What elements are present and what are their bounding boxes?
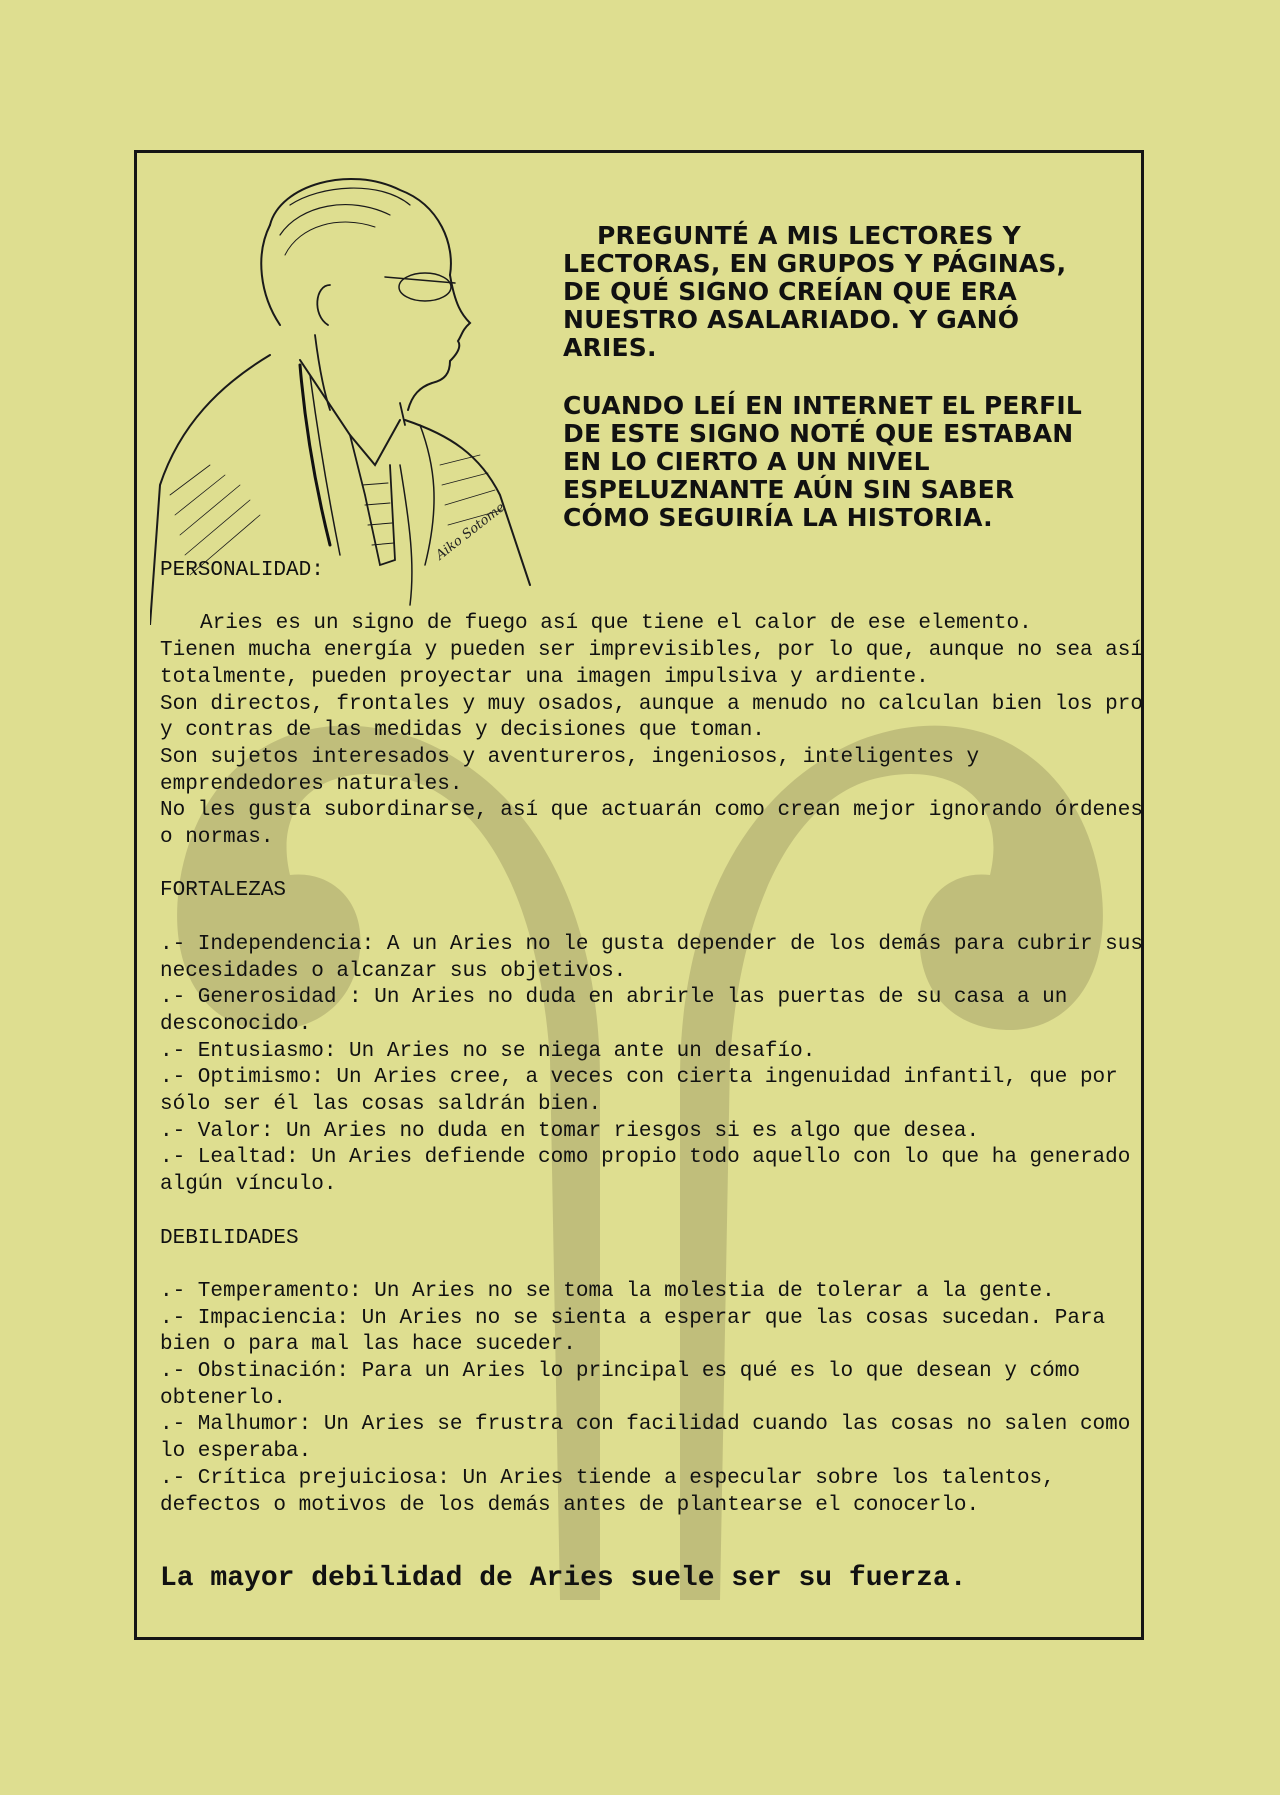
fortaleza-item: .- Valor: Un Aries no duda en tomar riesgos si es algo que desea.: [160, 1119, 980, 1143]
debilidad-item: .- Crítica prejuiciosa: Un Aries tiende a especular sobre los talentos, defectos o motivos de los demás antes de plantearse el conocerlo.: [160, 1466, 1055, 1517]
personalidad-line: Son directos, frontales y muy osados, aunque a menudo no calculan bien los pro y contras de las medidas y decisiones que toman.: [160, 692, 1143, 743]
debilidad-item: .- Malhumor: Un Aries se frustra con facilidad cuando las cosas no salen como lo esperaba.: [160, 1413, 1131, 1464]
personalidad-line: Son sujetos interesados y aventureros, ingeniosos, inteligentes y emprendedores naturales.: [160, 745, 980, 796]
intro-paragraph-1: PREGUNTÉ A MIS LECTORES Y LECTORAS, EN GRUPOS Y PÁGINAS, DE QUÉ SIGNO CREÍAN QUE ERA NUESTRO ASALARIADO. Y GANÓ ARIES.: [563, 221, 1067, 362]
fortaleza-item: .- Entusiasmo: Un Aries no se niega ante un desafío.: [160, 1039, 816, 1063]
heading-personalidad: PERSONALIDAD:: [160, 559, 324, 582]
man-in-suit-sketch: [150, 165, 610, 625]
fortaleza-item: .- Generosidad : Un Aries no duda en abrirle las puertas de su casa a un desconocido.: [160, 986, 1068, 1036]
profile-content: [160, 558, 1150, 1519]
personalidad-line: Aries es un signo de fuego así que tiene el calor de ese elemento.: [200, 612, 1032, 636]
closing-statement: La mayor debilidad de Aries suele ser su fuerza.: [160, 1563, 967, 1594]
fortaleza-item: .- Independencia: A un Aries no le gusta depender de los demás para cubrir sus necesidades o alcanzar sus objetivos.: [160, 932, 1143, 983]
personalidad-line: No les gusta subordinarse, así que actuarán como crean mejor ignorando órdenes o normas.: [160, 799, 1143, 850]
debilidad-item: .- Obstinación: Para un Aries lo principal es qué es lo que desean y cómo obtenerlo.: [160, 1360, 1080, 1410]
intro-paragraph-2: CUANDO LEÍ EN INTERNET EL PERFIL DE ESTE SIGNO NOTÉ QUE ESTABAN EN LO CIERTO A UN NIVEL ESPELUZNANTE AÚN SIN SABER CÓMO SEGUIRÍA LA HISTORIA.: [563, 391, 1083, 532]
heading-debilidades: DEBILIDADES: [160, 1226, 299, 1250]
artist-signature: Aiko Sotome: [433, 500, 509, 564]
heading-fortalezas: FORTALEZAS: [160, 879, 287, 903]
fortaleza-item: .- Optimismo: Un Aries cree, a veces con cierta ingenuidad infantil, que por sólo ser él las cosas saldrán bien.: [160, 1066, 1118, 1117]
debilidad-item: .- Temperamento: Un Aries no se toma la molestia de tolerar a la gente.: [160, 1279, 1055, 1303]
intro-text: [563, 222, 1103, 532]
personalidad-line: Tienen mucha energía y pueden ser imprevisibles, por lo que, aunque no sea así totalmente, pueden proyectar una imagen impulsiva y ardiente.: [160, 639, 1143, 689]
fortaleza-item: .- Lealtad: Un Aries defiende como propio todo aquello con lo que ha generado algún vínculo.: [160, 1146, 1131, 1197]
debilidad-item: .- Impaciencia: Un Aries no se sienta a esperar que las cosas sucedan. Para bien o para mal las hace suceder.: [160, 1306, 1106, 1357]
